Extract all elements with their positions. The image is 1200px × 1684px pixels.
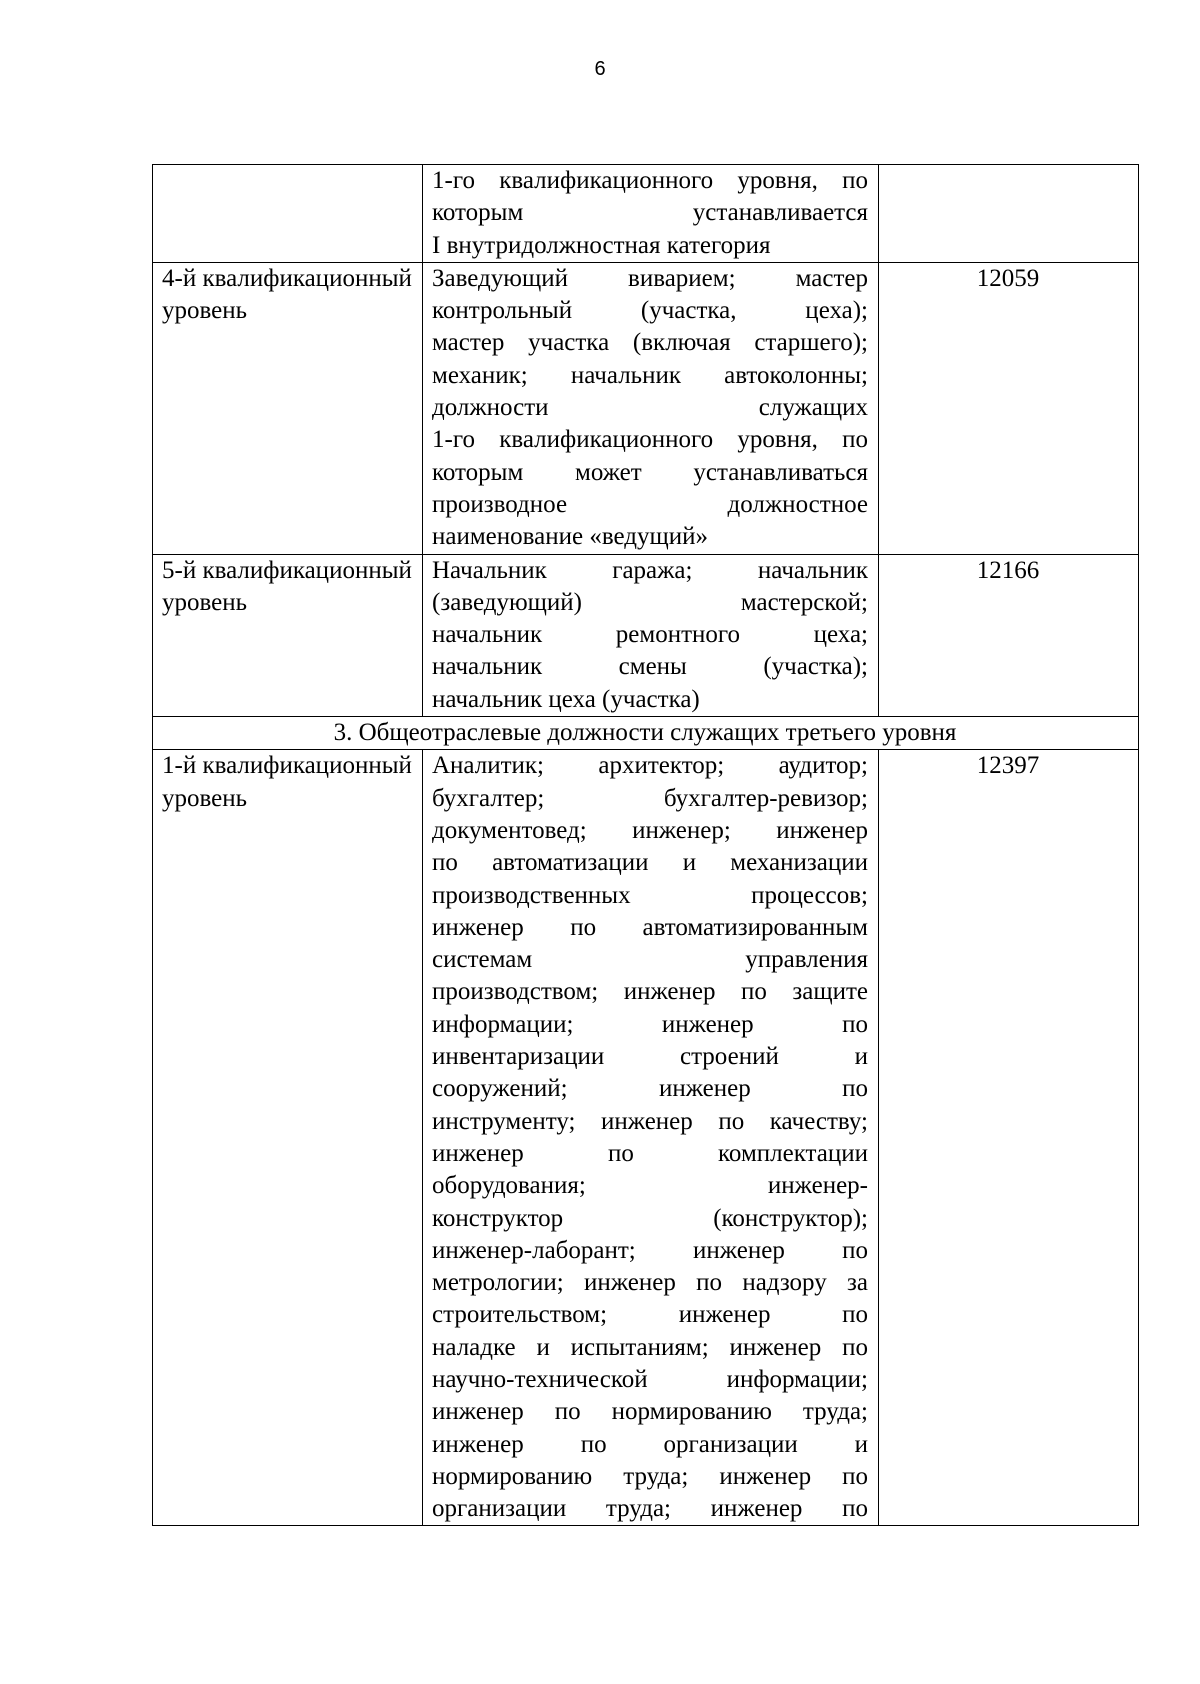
qualification-level-cell: 1-й квалификационный уровень — [153, 750, 423, 1526]
section-title: 3. Общеотраслевые должности служащих третьего уровня — [153, 717, 1139, 750]
position-line: инвентаризации строений и — [432, 1043, 868, 1071]
position-line: Заведующий виварием; мастер — [432, 264, 868, 292]
position-line: нормированию труда; инженер по — [432, 1462, 868, 1490]
position-line: производственных процессов; — [432, 881, 868, 909]
table-row — [153, 554, 1139, 716]
salary-cell: 12166 — [879, 554, 1139, 716]
position-line: организации труда; инженер по — [432, 1495, 868, 1523]
position-line: по автоматизации и механизации — [432, 849, 868, 877]
position-line: (заведующий) мастерской; — [432, 588, 868, 616]
position-line: 1-го квалификационного уровня, по — [432, 426, 868, 454]
position-line: Аналитик; архитектор; аудитор; — [432, 752, 868, 780]
table-row — [153, 750, 1139, 1526]
position-line: I внутридолжностная категория — [432, 231, 771, 259]
position-line: начальник ремонтного цеха; — [432, 621, 868, 649]
position-line: производством; инженер по защите — [432, 978, 868, 1006]
qualification-level-cell: 5-й квалификационный уровень — [153, 554, 423, 716]
position-line: информации; инженер по — [432, 1010, 868, 1038]
qualification-level-cell: 4-й квалификационный уровень — [153, 262, 423, 554]
salary-table — [152, 164, 1139, 1526]
positions-cell — [423, 554, 879, 716]
page-number: 6 — [594, 58, 606, 80]
position-line: контрольный (участка, цеха); — [432, 297, 868, 325]
position-line: системам управления — [432, 946, 868, 974]
position-line: механик; начальник автоколонны; — [432, 361, 868, 389]
position-line: начальник смены (участка); — [432, 653, 868, 681]
position-line: инструменту; инженер по качеству; — [432, 1107, 868, 1135]
salary-cell: 12397 — [879, 750, 1139, 1526]
position-line: инженер по автоматизированным — [432, 913, 868, 941]
position-line: которым устанавливается — [432, 199, 868, 227]
position-line: научно-технической информации; — [432, 1365, 868, 1393]
position-line: мастер участка (включая старшего); — [432, 329, 868, 357]
position-line: инженер по нормированию труда; — [432, 1398, 868, 1426]
position-line: документовед; инженер; инженер — [432, 816, 868, 844]
positions-cell — [423, 165, 879, 263]
position-line: наименование «ведущий» — [432, 523, 708, 551]
position-line: оборудования; инженер- — [432, 1172, 868, 1200]
position-line: строительством; инженер по — [432, 1301, 868, 1329]
position-line: бухгалтер; бухгалтер-ревизор; — [432, 784, 868, 812]
position-line: Начальник гаража; начальник — [432, 556, 868, 584]
position-line: инженер по комплектации — [432, 1139, 868, 1167]
position-line: 1-го квалификационного уровня, по — [432, 167, 868, 194]
salary-cell: 12059 — [879, 262, 1139, 554]
positions-cell — [423, 262, 879, 554]
qualification-level-cell — [153, 165, 423, 263]
salary-cell — [879, 165, 1139, 263]
position-line: инженер по организации и — [432, 1430, 868, 1458]
position-line: которым может устанавливаться — [432, 458, 868, 486]
positions-cell — [423, 750, 879, 1526]
position-line: производное должностное — [432, 490, 868, 518]
section-header-row — [153, 717, 1139, 750]
position-line: конструктор (конструктор); — [432, 1204, 868, 1232]
table-row — [153, 262, 1139, 554]
table-row — [153, 165, 1139, 263]
position-line: сооружений; инженер по — [432, 1075, 868, 1103]
position-line: метрологии; инженер по надзору за — [432, 1269, 868, 1297]
position-line: должности служащих — [432, 394, 868, 422]
position-line: инженер-лаборант; инженер по — [432, 1236, 868, 1264]
position-line: начальник цеха (участка) — [432, 685, 700, 713]
position-line: наладке и испытаниям; инженер по — [432, 1333, 868, 1361]
